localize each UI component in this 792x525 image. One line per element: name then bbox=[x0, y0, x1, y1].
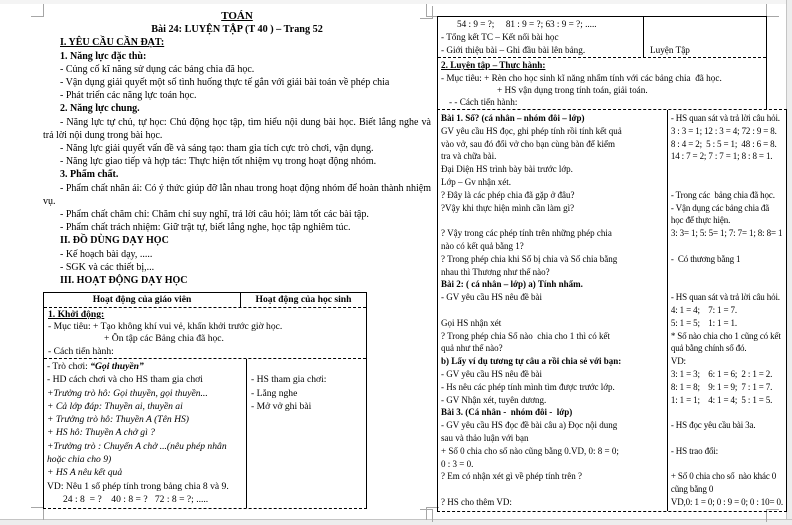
text-line bbox=[47, 360, 243, 373]
warmup-continued-row bbox=[438, 17, 766, 58]
text-line: VD: Nêu 1 số phép tính trong bảng chia 8 và 9. bbox=[47, 480, 229, 492]
text-line: nào có kết quả bằng 1? bbox=[441, 240, 524, 251]
text-line: - HD cách chơi và cho HS tham gia chơi bbox=[47, 374, 203, 386]
text-line bbox=[671, 458, 783, 471]
text-line: ? Em có nhận xét gì về phép tính trên ? bbox=[441, 471, 582, 482]
text-line: ?Vậy khi thực hiện mình cần làm gì? bbox=[441, 202, 575, 213]
text-line: - HS quan sát và trả lời câu hỏi. bbox=[670, 292, 780, 303]
text-line: ? Vậy trong các phép tính trên những phép chia bbox=[441, 228, 612, 239]
text-line: 3 : 3 = 1; 12 : 3 = 4; 72 : 9 = 8. bbox=[670, 125, 777, 136]
activity-table-page2-top bbox=[437, 16, 767, 110]
text-line: - Tổng kết TC – Kết nối bài học bbox=[441, 31, 559, 42]
student-activity-cell bbox=[247, 359, 366, 508]
text-line: 1: 1 = 1; 4: 1 = 4; 5 : 1 = 5. bbox=[670, 394, 773, 405]
text-line: ? Đây là các phép chia đã gặp ở đâu? bbox=[441, 189, 575, 200]
text-line: - Lắng nghe bbox=[251, 387, 298, 399]
text-line: 8 : 4 = 2; 5 : 5 = 1; 48 : 6 = 8. bbox=[670, 138, 777, 149]
text-line: - GV yêu cầu HS đọc đề bài câu a) Đọc nội dung bbox=[441, 420, 618, 431]
text-line: sau và thảo luận với bạn bbox=[441, 432, 529, 443]
page-title: TOÁN bbox=[221, 10, 253, 22]
text-line bbox=[671, 240, 783, 253]
text-line: - Phẩm chất nhân ái: Có ý thức giúp đỡ lẫn nhau trong hoạt động nhóm để hoàn thành nhiệm vụ. bbox=[43, 182, 431, 207]
student-activity-cell bbox=[668, 110, 786, 511]
text-line: - GV yêu cầu HS nêu đề bài bbox=[441, 368, 543, 379]
text-line: - HS quan sát và trả lời câu hỏi. bbox=[670, 113, 780, 123]
lesson-subtitle: Bài 24: LUYỆN TẬP (T 40 ) – Trang 52 bbox=[151, 24, 323, 36]
text-line: - Phẩm chất trách nhiệm: Giữ trật tự, biết lắng nghe, học tập nghiêm túc. bbox=[60, 222, 351, 234]
text-line: - Củng cố kĩ năng sử dụng các bảng chia đã học. bbox=[60, 63, 255, 75]
text-line: b) Lấy ví dụ tương tự câu a rồi chia sẻ với bạn: bbox=[441, 356, 622, 367]
text-line bbox=[671, 176, 783, 189]
text-line bbox=[671, 163, 783, 176]
text-line: Gọi HS nhận xét bbox=[441, 317, 502, 328]
text-line: + Cả lớp đáp: Thuyền ai, thuyền ai bbox=[47, 400, 183, 412]
text-line: - Có thương bằng 1 bbox=[670, 253, 741, 264]
margin-mark-icon bbox=[766, 4, 779, 17]
text-line: - Mục tiêu: + Rèn cho học sinh kĩ năng nhẩm tính với các bảng chia đã học. bbox=[441, 72, 722, 83]
text-line: vào vở, sau đó đổi vở cho bạn cùng bàn để kiểm bbox=[441, 138, 615, 149]
text-line: 14 : 7 = 2; 7 : 7 = 1; 8 : 8 = 1. bbox=[670, 151, 773, 162]
text-line: - Vận dụng các bảng chia đã bbox=[670, 202, 770, 213]
text-line: - Giới thiệu bài – Ghi đầu bài lên bảng. bbox=[441, 44, 586, 55]
text-line: cũng bằng 0 bbox=[670, 484, 714, 495]
text-line: 5: 1 = 5; 1: 1 = 1. bbox=[670, 317, 737, 328]
teacher-activity-cell bbox=[44, 359, 247, 508]
text-line: 8: 1 = 8; 9: 1 = 9; 7 : 1 = 7. bbox=[670, 381, 773, 392]
text-line: VD,0: 1 = 0; 0 : 9 = 0; 0 : 10= 0. bbox=[670, 496, 783, 507]
text-line: ? HS cho thêm VD: bbox=[441, 496, 512, 507]
text-line: 24 : 8 = ? 40 : 8 = ? 72 : 8 = ?; ..... bbox=[63, 493, 209, 505]
text-line bbox=[441, 214, 664, 227]
page-1 bbox=[43, 10, 431, 509]
text-line: - Hs nêu các phép tính mình tìm được trước lớp. bbox=[441, 381, 615, 392]
text-line: Bài 1. Số? (cá nhân – nhóm đôi – lớp) bbox=[441, 113, 585, 123]
text-line: - Trong các bảng chia đã học. bbox=[670, 189, 775, 200]
text-line: 54 : 9 = ?; 81 : 9 = ?; 63 : 9 = ?; ..... bbox=[457, 19, 597, 29]
text-line: - Cách tiến hành: bbox=[48, 345, 114, 357]
student-activity-cell bbox=[644, 17, 766, 57]
text-line: ? Trong phép chia Số nào chia cho 1 thì có kết bbox=[441, 330, 610, 341]
text-line: - HS đọc yêu cầu bài 3a. bbox=[670, 420, 756, 431]
text-line: 3: 3= 1; 5: 5= 1; 7: 7= 1; 8: 8= 1 bbox=[670, 228, 783, 239]
text-line: tra và chữa bài. bbox=[441, 151, 497, 162]
text-line: VD: bbox=[670, 356, 686, 367]
lesson-goals-section bbox=[43, 36, 431, 287]
text-line: - Kế hoạch bài dạy, ..... bbox=[60, 248, 153, 260]
text-line: - Mở vở ghi bài bbox=[251, 400, 312, 412]
text-line: +Trưởng trò hô: Gọi thuyền, gọi thuyền... bbox=[47, 387, 208, 399]
text-line: Luyện Tập bbox=[650, 44, 690, 55]
text-line: 1. Khởi động: bbox=[48, 308, 105, 320]
text-line: quả như thế nào? bbox=[441, 343, 503, 354]
text-line: - HS tham gia chơi: bbox=[251, 374, 327, 386]
text-line: + HS A nêu kết quả bbox=[47, 467, 123, 479]
text-line: 2. Năng lực chung. bbox=[60, 103, 140, 115]
text-line: nhau thì Thương như thế nào? bbox=[441, 266, 550, 277]
text-line: - Phẩm chất chăm chỉ: Chăm chỉ suy nghĩ, trả lời câu hỏi; làm tốt các bài tập. bbox=[60, 209, 369, 221]
text-line: quả bằng chính số đó. bbox=[670, 343, 747, 354]
text-line: + Số 0 chia cho số nào khác 0 bbox=[670, 471, 777, 482]
text-line: ? Trong phép chia khi Số bị chia và Số chia bằng bbox=[441, 253, 618, 264]
text-line: học để thực hiện. bbox=[670, 215, 731, 226]
text-line: 1. Năng lực đặc thù: bbox=[60, 50, 147, 62]
text-line: + HS hô: Thuyền A chở gì ? bbox=[47, 427, 155, 439]
text-line bbox=[671, 432, 783, 445]
text-line bbox=[441, 304, 664, 317]
text-line: - SGK và các thiết bị,... bbox=[60, 261, 155, 273]
text-line: + Ôn tập các Bảng chia đã học. bbox=[104, 333, 224, 345]
text-line: + Số 0 chia cho số nào cũng bằng 0.VD, 0: 8 = 0; bbox=[441, 445, 619, 456]
text-line: 0 : 3 = 0. bbox=[441, 458, 474, 469]
text-line: III. HOẠT ĐỘNG DẠY HỌC bbox=[60, 275, 188, 287]
text-line: Bài 2: ( cá nhân – lớp) a) Tính nhẩm. bbox=[441, 279, 583, 290]
window-top-edge bbox=[0, 0, 792, 4]
text-line: + HS vận dụng trong tính toán, giải toán. bbox=[497, 84, 648, 95]
text-line bbox=[650, 18, 760, 31]
text-line: - Mục tiêu: + Tạo không khí vui vẻ, khấn khởi trước giờ học. bbox=[48, 321, 283, 333]
table-header-row bbox=[44, 293, 366, 308]
text-segment: - Trò chơi: bbox=[47, 360, 91, 372]
margin-mark-icon bbox=[420, 509, 433, 522]
text-line: - GV yêu cầu HS nêu đề bài bbox=[441, 292, 543, 303]
text-line: Lớp – Gv nhận xét. bbox=[441, 176, 511, 187]
warmup-merged-row bbox=[44, 308, 366, 359]
text-line bbox=[671, 266, 783, 279]
text-line bbox=[671, 278, 783, 291]
text-line: Đại Diện HS trình bày bài trước lớp. bbox=[441, 164, 573, 175]
text-line bbox=[251, 360, 362, 373]
student-column-header: Hoạt động của học sinh bbox=[255, 294, 352, 306]
text-line: - HS trao đổi: bbox=[670, 445, 719, 456]
activity-table-page2-main bbox=[437, 109, 787, 512]
text-line: 3. Phẩm chất. bbox=[60, 169, 119, 181]
text-segment: “Gọi thuyền” bbox=[90, 360, 144, 372]
teacher-activity-cell bbox=[438, 17, 644, 57]
text-line: - Năng lực tự chủ, tự học: Chủ động học tập, tìm hiểu nội dung bài học. Biết lắng nghe và trả lời nội dung trong bài học. bbox=[43, 116, 431, 141]
text-line bbox=[650, 31, 760, 44]
text-line: 3: 1 = 3; 6: 1 = 6; 2 : 1 = 2. bbox=[670, 368, 773, 379]
text-line: I. YÊU CẦU CẦN ĐẠT: bbox=[60, 37, 165, 49]
text-line: - Năng lực giải quyết vấn đề và sáng tạo: tham gia tích cực trò chơi, vận dụng. bbox=[60, 143, 374, 155]
practice-merged-row bbox=[438, 58, 766, 110]
text-line: II. ĐỒ DÙNG DẠY HỌC bbox=[60, 235, 169, 247]
text-line: - Phát triển các năng lực toán học. bbox=[60, 90, 197, 102]
text-line: * Số nào chia cho 1 cũng có kết bbox=[670, 330, 781, 341]
teacher-column-header: Hoạt động của giáo viên bbox=[44, 293, 241, 307]
text-line: Bài 3. (Cá nhân - nhóm đôi - lớp) bbox=[441, 407, 573, 418]
activity-table-page1 bbox=[43, 292, 367, 509]
text-line: hoặc chia cho 9) bbox=[47, 454, 112, 466]
text-line bbox=[441, 483, 664, 496]
text-line: - Vận dụng giải quyết một số tình huống thực tế gắn với giải bài toán về phép chia bbox=[60, 77, 390, 89]
window-bottom-edge bbox=[0, 519, 792, 525]
warmup-activity-row bbox=[44, 359, 366, 508]
text-line: - GV Nhận xét, tuyên dương. bbox=[441, 394, 547, 405]
text-line: +Trưởng trò : Chuyến A chở ...(nêu phép nhân bbox=[47, 440, 227, 452]
text-line: GV yêu cầu HS đọc, ghi phép tính rồi tính kết quả bbox=[441, 125, 622, 136]
teacher-activity-cell bbox=[438, 110, 668, 511]
text-line: 2. Luyện tập – Thực hành: bbox=[441, 60, 546, 71]
text-line: - Năng lực giao tiếp và hợp tác: Thực hiện tốt nhiệm vụ trong hoạt động nhóm. bbox=[60, 156, 377, 168]
text-line: 4: 1 = 4; 7: 1 = 7. bbox=[670, 304, 737, 315]
text-line: - - Cách tiến hành: bbox=[449, 97, 518, 107]
text-line bbox=[671, 406, 783, 419]
text-line: + Trưởng trò hô: Thuyền A (Tên HS) bbox=[47, 414, 189, 426]
